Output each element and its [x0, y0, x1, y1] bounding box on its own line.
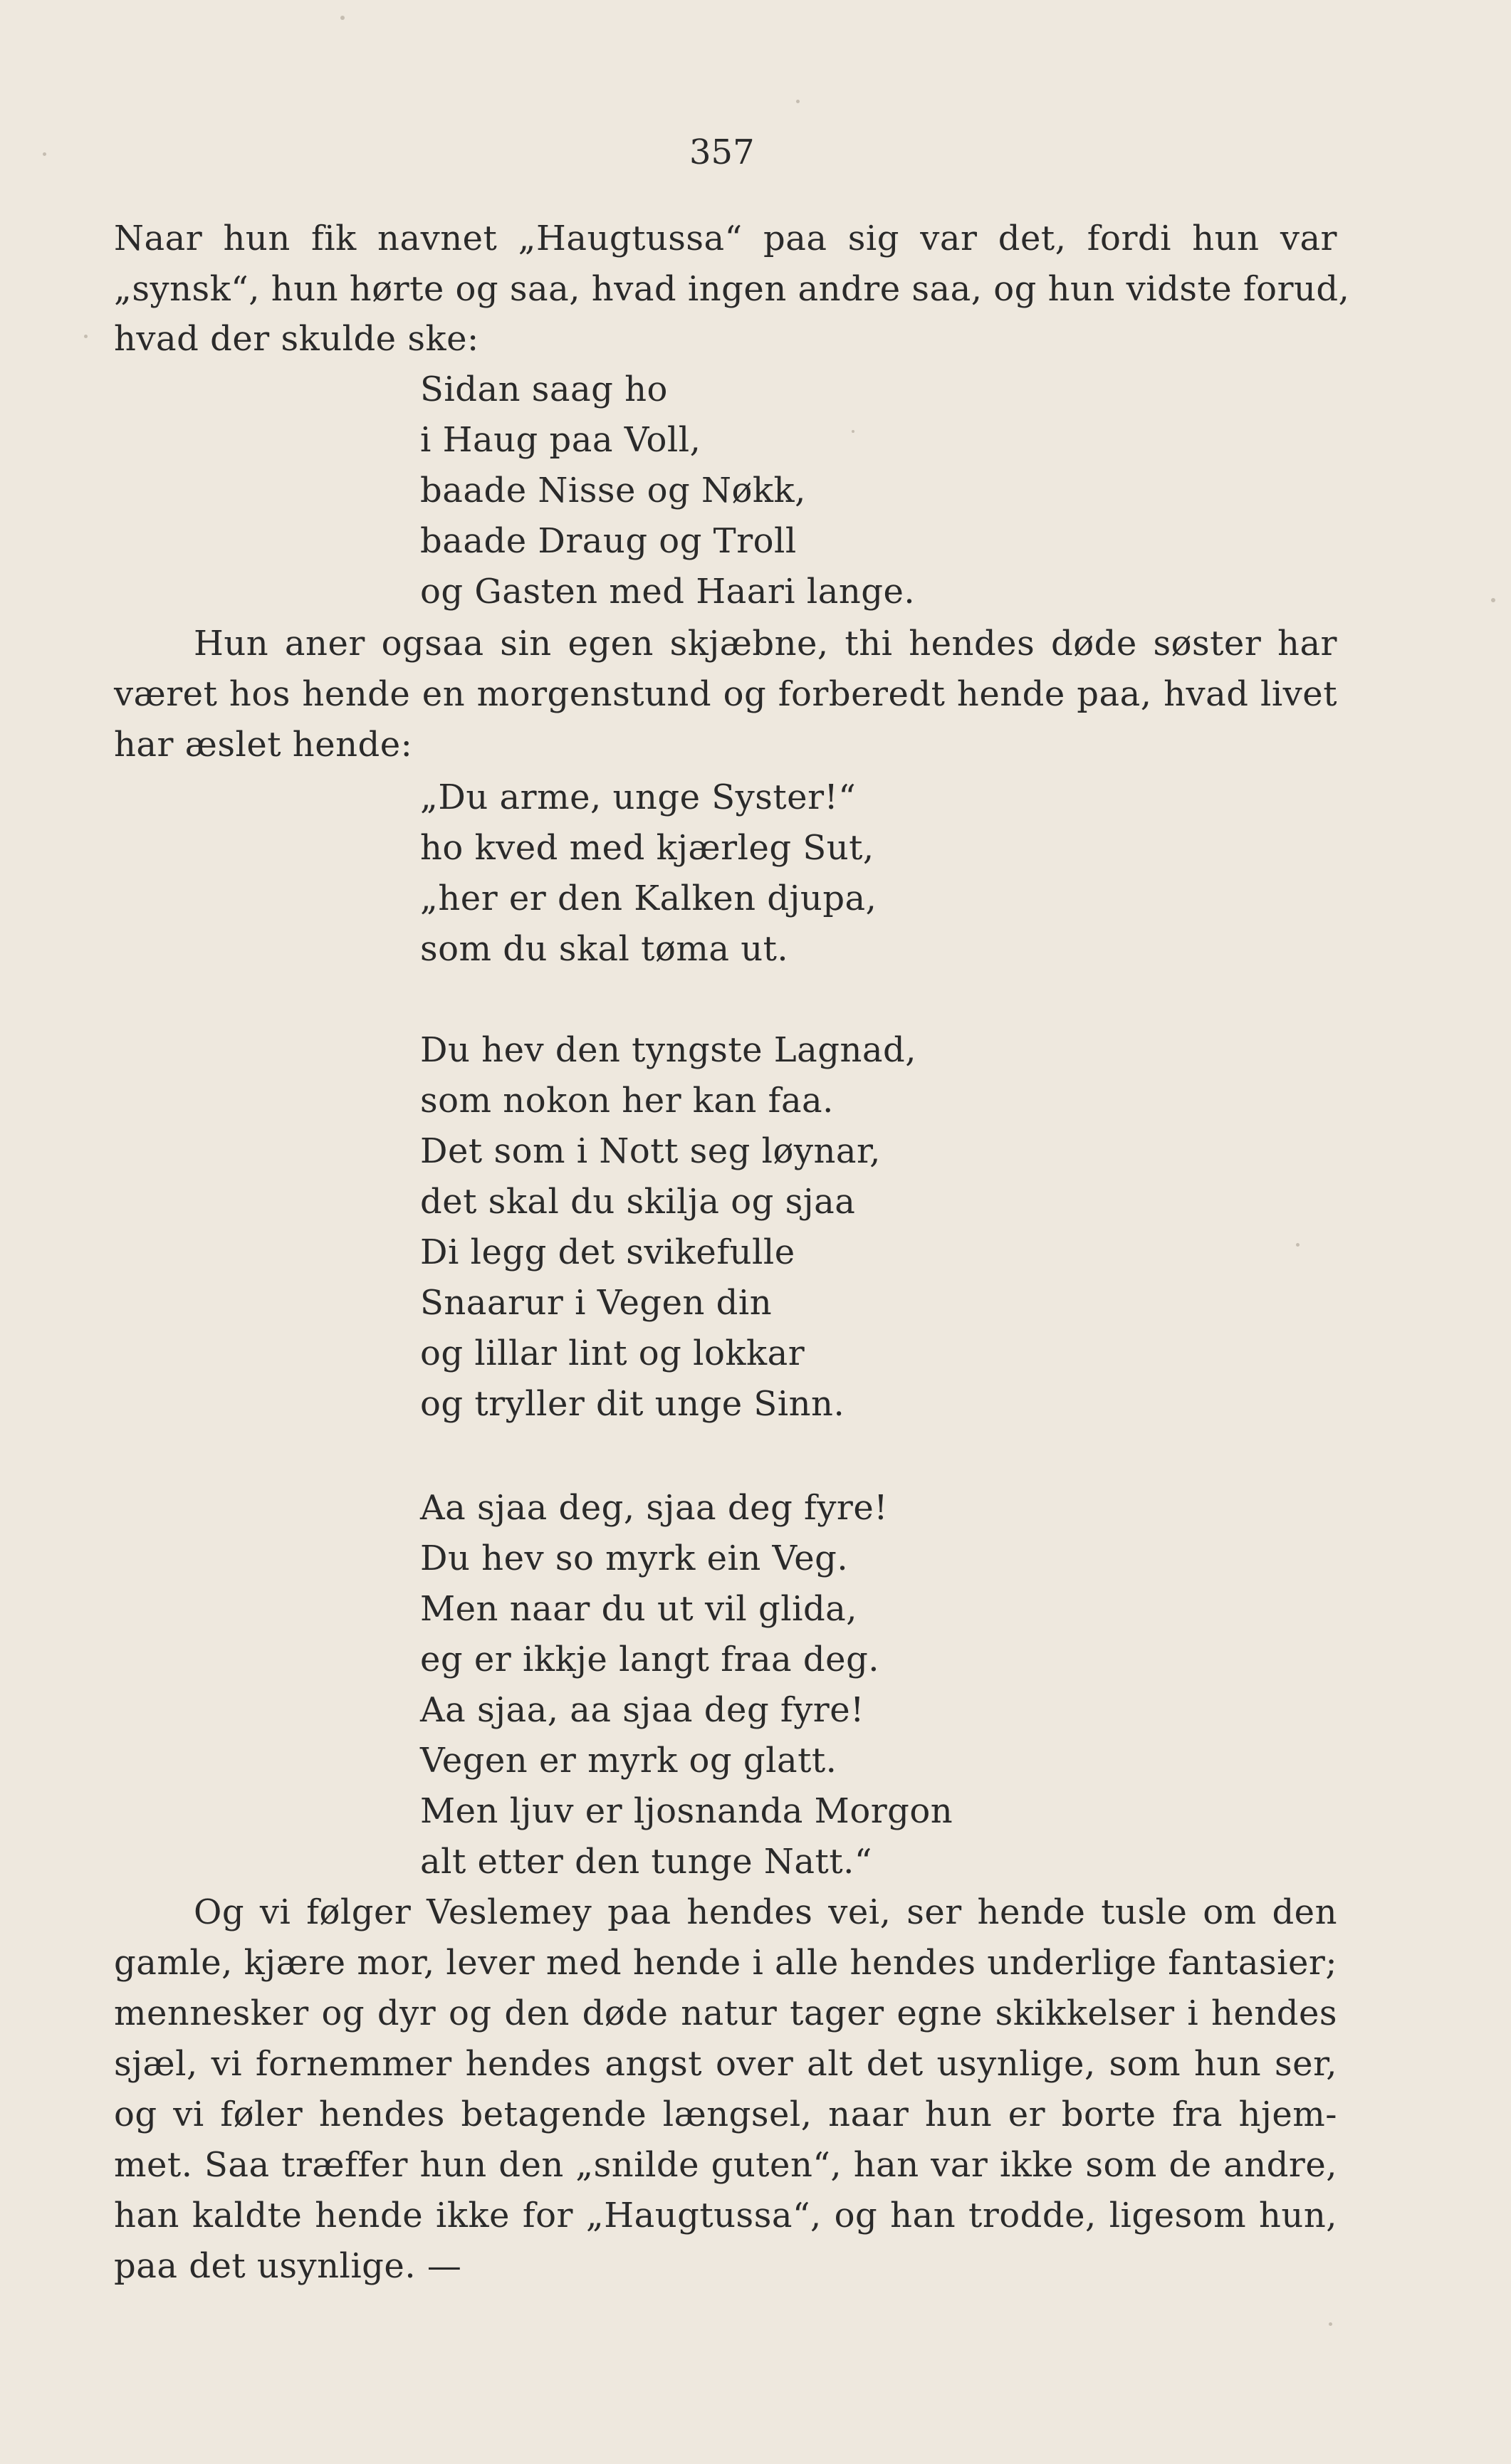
paragraph-3-line-2: gamle, kjære mor, lever med hende i alle hendes underlige fantasier;	[114, 1943, 1338, 1983]
verse-2-line-4: som du skal tøma ut.	[420, 929, 789, 969]
paragraph-2-line-3: har æslet hende:	[114, 725, 413, 765]
verse-4-line-4: eg er ikkje langt fraa deg.	[420, 1640, 880, 1679]
paper-speck	[340, 16, 345, 20]
verse-3-line-3: Det som i Nott seg løynar,	[420, 1131, 881, 1171]
verse-4-line-1: Aa sjaa deg, sjaa deg fyre!	[420, 1488, 889, 1528]
paper-speck	[796, 100, 800, 103]
verse-3-line-4: det skal du skilja og sjaa	[420, 1182, 856, 1222]
paragraph-3-line-3: mennesker og dyr og den døde natur tager egne skikkelser i hendes	[114, 1993, 1337, 2033]
verse-1-line-2: i Haug paa Voll,	[420, 420, 701, 460]
verse-4-line-3: Men naar du ut vil glida,	[420, 1589, 858, 1629]
paragraph-3-line-8: paa det usynlige. —	[114, 2246, 462, 2286]
paragraph-3-line-5: og vi føler hendes betagende længsel, naar hun er borte fra hjem-	[114, 2095, 1337, 2134]
paragraph-2-line-1: Hun aner ogsaa sin egen skjæbne, thi hendes døde søster har	[194, 624, 1337, 664]
verse-1-line-3: baade Nisse og Nøkk,	[420, 471, 806, 510]
paragraph-3-line-7: han kaldte hende ikke for „Haugtussa“, og han trodde, ligesom hun,	[114, 2196, 1337, 2235]
verse-4-line-5: Aa sjaa, aa sjaa deg fyre!	[420, 1690, 864, 1730]
verse-4-line-6: Vegen er myrk og glatt.	[420, 1741, 837, 1781]
verse-3-line-2: som nokon her kan faa.	[420, 1081, 834, 1121]
paragraph-1-line-2: „synsk“, hun hørte og saa, hvad ingen andre saa, og hun vidste forud,	[114, 269, 1350, 309]
verse-3-line-7: og lillar lint og lokkar	[420, 1333, 805, 1373]
verse-3-line-5: Di legg det svikefulle	[420, 1232, 795, 1272]
verse-4-line-7: Men ljuv er ljosnanda Morgon	[420, 1791, 953, 1831]
paper-speck	[43, 152, 46, 156]
verse-4-line-2: Du hev so myrk ein Veg.	[420, 1538, 849, 1578]
paper-speck	[1296, 1243, 1300, 1247]
page-number: 357	[689, 132, 755, 172]
verse-3-line-1: Du hev den tyngste Lagnad,	[420, 1030, 917, 1070]
verse-2-line-2: ho kved med kjærleg Sut,	[420, 828, 874, 868]
verse-1-line-1: Sidan saag ho	[420, 369, 668, 409]
paper-speck	[1491, 598, 1495, 602]
paper-speck	[84, 335, 88, 338]
verse-4-line-8: alt etter den tunge Natt.“	[420, 1842, 872, 1882]
paragraph-3-line-4: sjæl, vi fornemmer hendes angst over alt det usynlige, som hun ser,	[114, 2044, 1337, 2084]
paragraph-3-line-6: met. Saa træffer hun den „snilde guten“, han var ikke som de andre,	[114, 2145, 1337, 2185]
paragraph-1-line-1: Naar hun fik navnet „Haugtussa“ paa sig var det, fordi hun var	[114, 219, 1337, 258]
verse-2-line-1: „Du arme, unge Syster!“	[420, 777, 857, 817]
paragraph-1-line-3: hvad der skulde ske:	[114, 319, 479, 359]
paper-speck	[1329, 2322, 1332, 2326]
paper-speck	[852, 430, 854, 433]
paragraph-2-line-2: været hos hende en morgenstund og forberedt hende paa, hvad livet	[114, 674, 1337, 714]
verse-3-line-6: Snaarur i Vegen din	[420, 1283, 773, 1323]
verse-2-line-3: „her er den Kalken djupa,	[420, 879, 877, 918]
paragraph-3-line-1: Og vi følger Veslemey paa hendes vei, ser hende tusle om den	[194, 1892, 1337, 1932]
verse-1-line-4: baade Draug og Troll	[420, 521, 797, 561]
verse-3-line-8: og tryller dit unge Sinn.	[420, 1384, 845, 1424]
verse-1-line-5: og Gasten med Haari lange.	[420, 572, 916, 612]
